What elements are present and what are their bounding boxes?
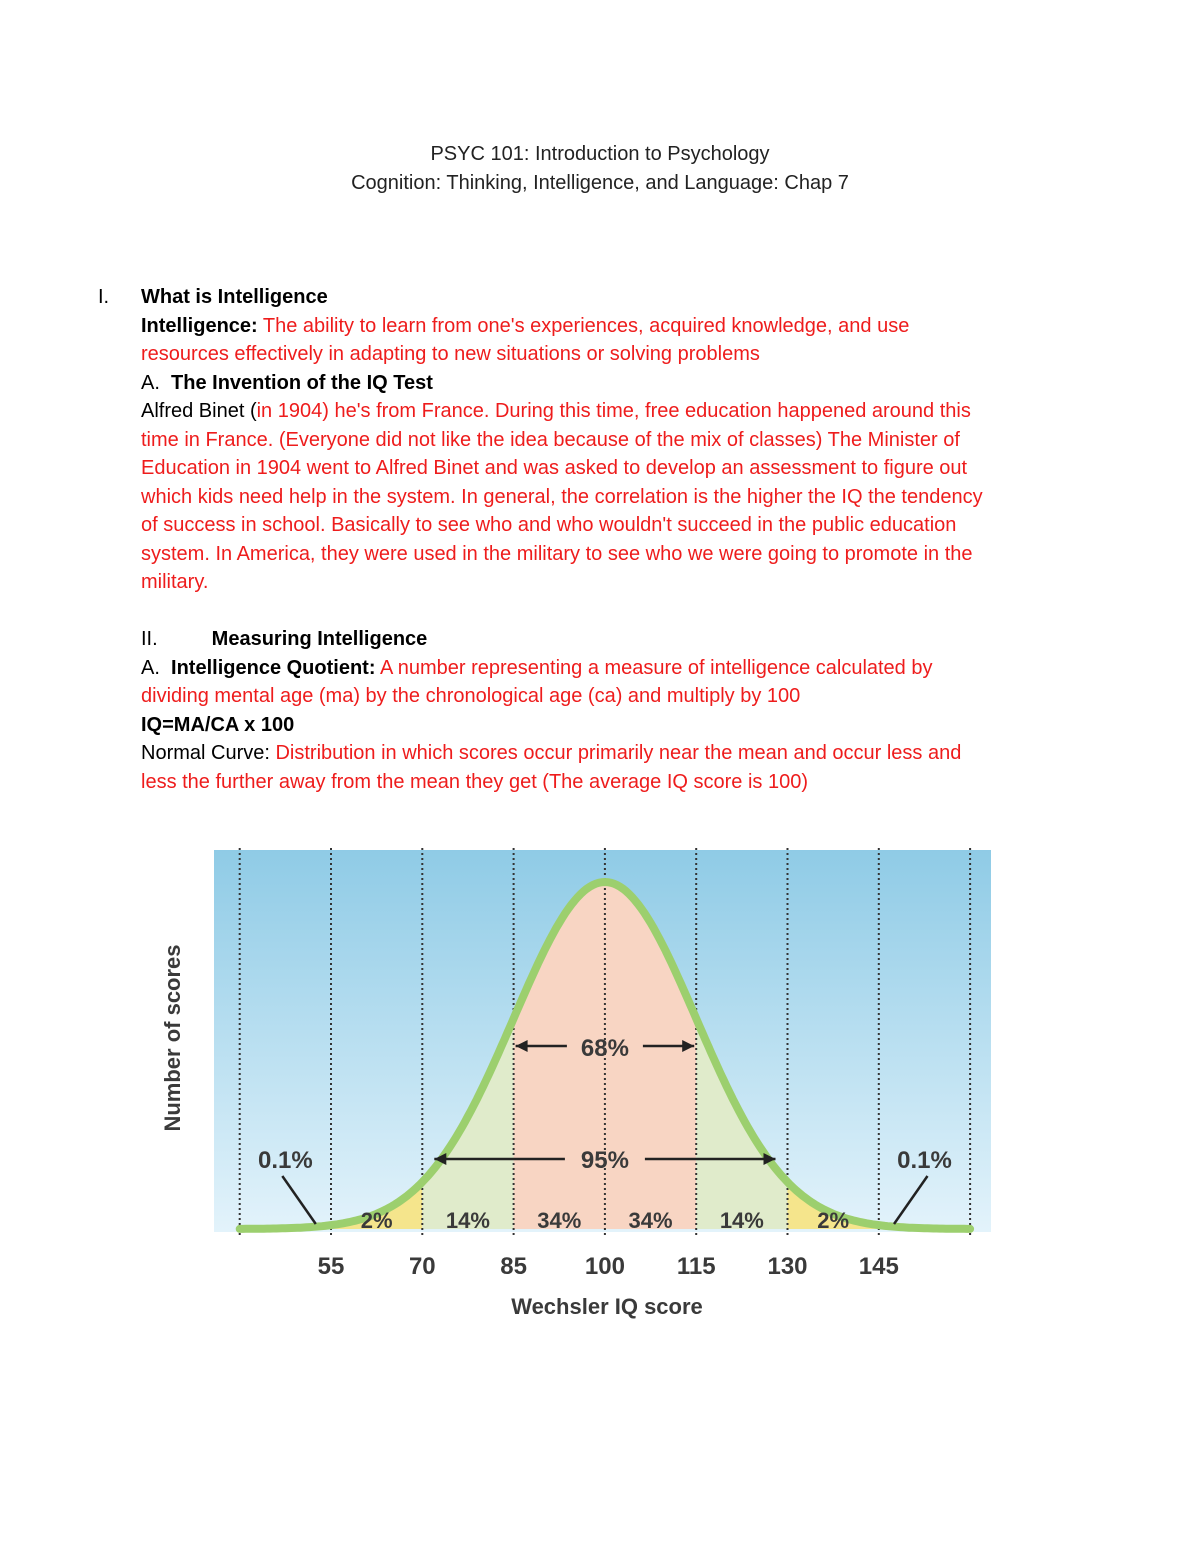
course-title: PSYC 101: Introduction to Psychology (430, 143, 770, 165)
percent-95-label: 95% (580, 1147, 629, 1174)
binet-paragraph-line: Education in 1904 went to Alfred Binet and was asked to develop an assessment to figure out (141, 457, 968, 479)
binet-paragraph-line: system. In America, they were used in the military to see who we were going to promote in the (141, 542, 973, 565)
binet-paragraph-line-1: Alfred Binet (in 1904) he's from France. During this time, free education happened around this (141, 400, 971, 422)
x-tick-label: 130 (767, 1253, 808, 1280)
x-tick-label: 85 (500, 1253, 527, 1280)
iq-definition-line-1: A. Intelligence Quotient: A number representing a measure of intelligence calculated by (141, 656, 933, 679)
normal-curve-figure (150, 832, 1010, 1332)
binet-paragraph-line: time in France. (Everyone did not like the idea because of the mix of classes) The Minister of (141, 428, 960, 451)
x-axis-label: Wechsler IQ score (511, 1294, 703, 1319)
normal-curve-line-1: Normal Curve: Distribution in which scores occur primarily near the mean and occur less and (141, 742, 962, 764)
document-header (0, 140, 1200, 198)
normal-curve-chart (150, 832, 1010, 1332)
subsection-iq-test-heading: A. The Invention of the IQ Test (141, 371, 433, 394)
x-tick-label: 70 (408, 1253, 436, 1280)
region-percent-label: 34% (628, 1208, 673, 1233)
binet-paragraph-line: of success in school. Basically to see who and who wouldn't succeed in the public education (141, 514, 957, 536)
normal-curve-line-2: less the further away from the mean they get (The average IQ score is 100) (141, 770, 808, 793)
y-axis-label: Number of scores (160, 944, 185, 1132)
iq-formula: IQ=MA/CA x 100 (141, 713, 295, 736)
x-tick-label: 55 (317, 1253, 345, 1280)
binet-paragraph-line: which kids need help in the system. In general, the correlation is the higher the IQ the tendency (141, 485, 983, 508)
x-tick-label: 100 (584, 1253, 625, 1280)
x-tick-label: 145 (858, 1253, 899, 1280)
region-percent-label: 2% (360, 1208, 393, 1233)
region-percent-label: 34% (537, 1208, 582, 1233)
intelligence-definition-line-2: resources effectively in adapting to new situations or solving problems (141, 343, 760, 365)
section-2-heading: II. Measuring Intelligence (141, 628, 428, 650)
section-1-numeral: I. (98, 286, 110, 308)
left-tail-label: 0.1% (257, 1147, 313, 1174)
chapter-title: Cognition: Thinking, Intelligence, and Language: Chap 7 (351, 172, 849, 194)
iq-definition-line-2: dividing mental age (ma) by the chronological age (ca) and multiply by 100 (141, 685, 801, 707)
section-1-title: What is Intelligence (141, 286, 328, 308)
right-tail-label: 0.1% (897, 1147, 952, 1174)
binet-paragraph-line: military. (141, 571, 209, 593)
x-tick-label: 115 (676, 1253, 716, 1280)
region-percent-label: 14% (719, 1208, 764, 1233)
region-percent-label: 2% (817, 1208, 850, 1233)
percent-68-label: 68% (580, 1035, 629, 1062)
intelligence-definition-line-1: Intelligence: The ability to learn from one's experiences, acquired knowledge, and use (141, 314, 910, 337)
region-percent-label: 14% (445, 1208, 490, 1233)
